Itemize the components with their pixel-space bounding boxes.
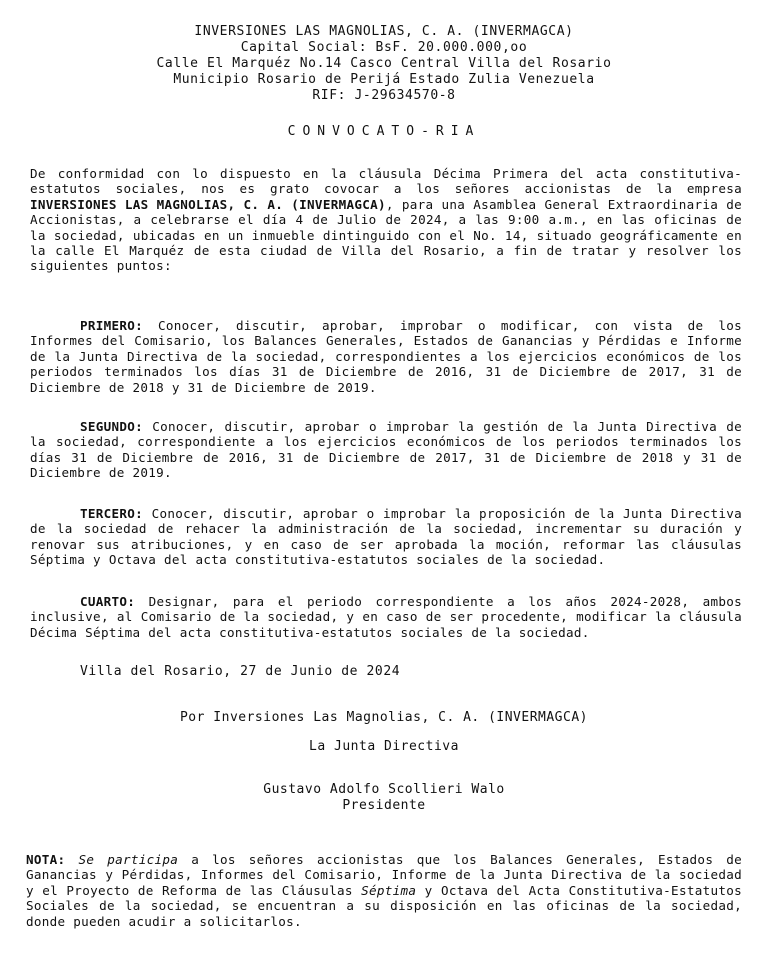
point-text: Conocer, discutir, aprobar o improbar la proposición de la Junta Directiva de la sociedad de rehacer la administración de la sociedad, incrementar su duración y renovar sus atribuciones, y en caso de ser aprobada la moción, reformar las cláusulas Séptima y Octava del acta constitutiva-estatutos sociales de la sociedad. [30,506,742,568]
nota-text-1: Se participa [65,852,179,867]
point-label: CUARTO: [80,594,136,609]
point-text: Designar, para el periodo correspondiente a los años 2024-2028, ambos inclusive, al Comisario de la sociedad, y en caso de ser procedente, modificar la cláusula Décima Séptima del acta constitutiva-estatutos sociales de la sociedad. [30,594,742,640]
point-primero [30,318,742,395]
company-address: Calle El Marquéz No.14 Casco Central Villa del Rosario [156,56,612,71]
intro-paragraph [30,166,742,274]
nota-text-4: y Octava del Acta Constitutiva-Estatutos Sociales de la sociedad, se encuentran a su disposición en las oficinas de la sociedad, donde pueden acudir a solicitarlos. [26,882,742,929]
document-date: Villa del Rosario, 27 de Junio de 2024 [80,664,401,679]
nota-text-2: a los señores accionistas que los Balances Generales, Estados de Ganancias y Pérdidas, Informes del Comisario, Informe de la Junta Directiva de la sociedad y el Proyecto de Reforma de las Cláusulas [26,852,742,898]
point-tercero [30,506,742,568]
point-segundo [30,419,742,481]
company-municipality: Municipio Rosario de Perijá Estado Zulia Venezuela [173,72,595,87]
point-text: Conocer, discutir, aprobar, improbar o modificar, con vista de los Informes del Comisario, los Balances Generales, Estados de Ganancias y Pérdidas e Informe de la Junta Directiva de la sociedad, correspondientes a los ejercicios económicos de los periodos terminados los días 31 de Diciembre de 2016, 31 de Diciembre de 2017, 31 de Diciembre de 2018 y 31 de Diciembre de 2019. [30,318,742,395]
intro-text-1: De conformidad con lo dispuesto en la cláusula Décima Primera del acta constitutiva-estatutos sociales, nos es grato covocar a los señores accionistas de la empresa [30,166,742,197]
signature-by: Por Inversiones Las Magnolias, C. A. (INVERMAGCA) [179,710,588,725]
nota-paragraph [26,852,742,929]
document-title: CONVOCATO-RIA [287,124,481,139]
capital-social: Capital Social: BsF. 20.000.000,oo [240,40,528,55]
point-label: TERCERO: [80,506,144,521]
point-text: Conocer, discutir, aprobar o improbar la gestión de la Junta Directiva de la sociedad, correspondiente a los ejercicios económicos de los periodos terminados los días 31 de Diciembre de 2016, 31 de Diciembre de 2017, 31 de Diciembre de 2018 y 31 de Diciembre de 2019. [30,419,742,481]
signer-role: Presidente [342,798,426,813]
signer-name: Gustavo Adolfo Scollieri Walo [263,782,505,797]
nota-label: NOTA: [26,852,66,867]
nota-text-3: Séptima [361,882,417,898]
company-name: INVERSIONES LAS MAGNOLIAS, C. A. (INVERMAGCA) [194,24,574,39]
intro-company: INVERSIONES LAS MAGNOLIAS, C. A. (INVERMAGCA) [30,196,386,212]
company-rif: RIF: J-29634570-8 [312,88,456,103]
point-label: SEGUNDO: [80,419,144,434]
signature-board: La Junta Directiva [309,739,459,754]
point-label: PRIMERO: [80,318,144,333]
intro-text-2: , para una Asamblea General Extraordinaria de Accionistas, a celebrarse el día 4 de Julio de 2024, a las 9:00 a.m., en las oficinas de la sociedad, ubicadas en un inmueble dintinguido con el No. 14, situado geográficamente en la calle El Marquéz de esta ciudad de Villa del Rosario, a fin de tratar y resolver los siguientes puntos: [30,196,742,274]
signature-block [0,782,768,814]
letterhead [0,24,768,104]
point-cuarto [30,594,742,640]
